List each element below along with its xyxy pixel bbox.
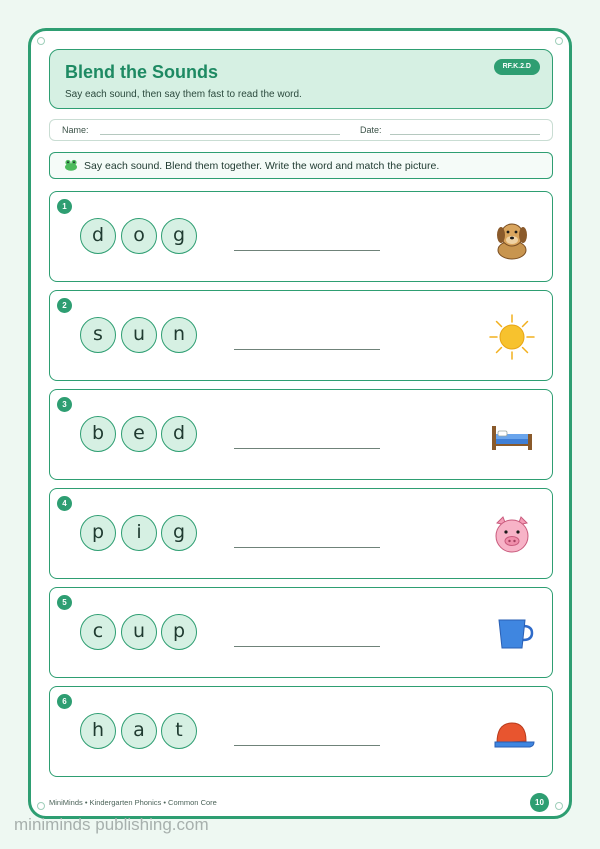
sound-bubble: h	[80, 713, 116, 749]
sound-bubble: o	[121, 218, 157, 254]
corner-dot	[37, 37, 45, 45]
frog-icon	[64, 159, 78, 171]
standard-badge: RF.K.2.D	[494, 59, 540, 75]
bed-icon	[488, 412, 536, 460]
name-label: Name:	[62, 125, 89, 135]
sound-bubble: d	[161, 416, 197, 452]
sound-bubble: u	[121, 317, 157, 353]
date-field[interactable]	[390, 134, 540, 135]
worksheet-page	[28, 28, 572, 819]
item-number: 4	[57, 496, 72, 511]
answer-line[interactable]	[234, 250, 380, 251]
sound-bubble: g	[161, 515, 197, 551]
footer-credit: MiniMinds • Kindergarten Phonics • Common Core	[49, 798, 217, 807]
sound-bubble: e	[121, 416, 157, 452]
pig-icon	[488, 511, 536, 559]
item-number: 5	[57, 595, 72, 610]
blend-item-card	[49, 587, 553, 678]
sound-bubble: p	[161, 614, 197, 650]
item-number: 6	[57, 694, 72, 709]
sound-bubble: p	[80, 515, 116, 551]
sound-bubble: u	[121, 614, 157, 650]
sun-icon	[488, 313, 536, 361]
blend-item-card	[49, 290, 553, 381]
blend-item-card	[49, 191, 553, 282]
watermark: miniminds publishing.com	[14, 815, 209, 834]
blend-item-card	[49, 488, 553, 579]
sound-bubble: n	[161, 317, 197, 353]
corner-dot	[37, 802, 45, 810]
worksheet-subtitle: Say each sound, then say them fast to read the word.	[65, 89, 302, 100]
corner-dot	[555, 802, 563, 810]
item-number: 3	[57, 397, 72, 412]
sound-bubble: a	[121, 713, 157, 749]
answer-line[interactable]	[234, 547, 380, 548]
worksheet-header	[49, 49, 553, 109]
sound-bubble: b	[80, 416, 116, 452]
date-label: Date:	[360, 125, 382, 135]
hat-icon	[488, 709, 536, 757]
worksheet-title: Blend the Sounds	[65, 62, 218, 82]
blend-item-card	[49, 389, 553, 480]
item-number: 2	[57, 298, 72, 313]
instruction-text: Say each sound. Blend them together. Write the word and match the picture.	[84, 160, 440, 172]
name-date-bar	[49, 119, 553, 141]
blend-item-card	[49, 686, 553, 777]
answer-line[interactable]	[234, 448, 380, 449]
cup-icon	[488, 610, 536, 658]
sound-bubble: t	[161, 713, 197, 749]
answer-line[interactable]	[234, 349, 380, 350]
sound-bubble: d	[80, 218, 116, 254]
sound-bubble: i	[121, 515, 157, 551]
item-number: 1	[57, 199, 72, 214]
answer-line[interactable]	[234, 646, 380, 647]
answer-line[interactable]	[234, 745, 380, 746]
dog-icon	[488, 214, 536, 262]
page-number: 10	[530, 793, 549, 812]
instruction-bar	[49, 152, 553, 179]
sound-bubble: s	[80, 317, 116, 353]
sound-bubble: g	[161, 218, 197, 254]
name-field[interactable]	[100, 134, 340, 135]
corner-dot	[555, 37, 563, 45]
sound-bubble: c	[80, 614, 116, 650]
